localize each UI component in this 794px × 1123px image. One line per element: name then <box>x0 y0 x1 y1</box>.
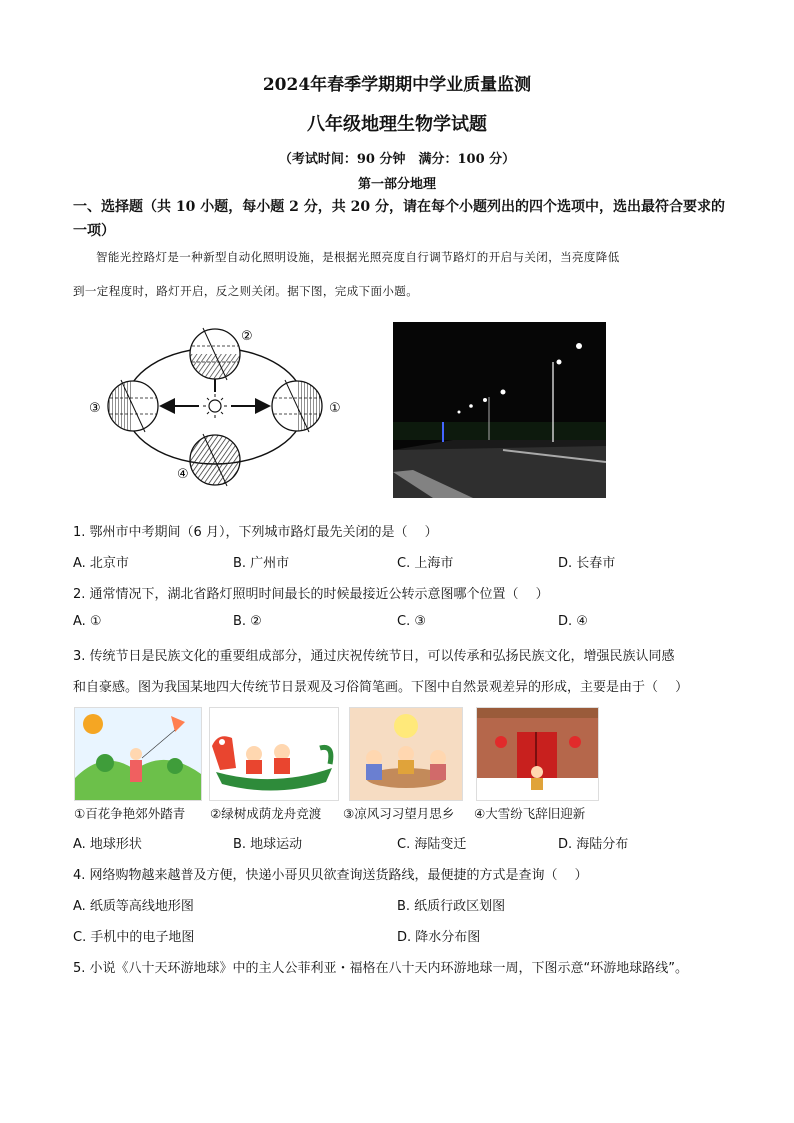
caption-2: ②绿树成荫龙舟竞渡 <box>210 806 322 821</box>
question-1: 1. 鄂州市中考期间（6 月），下列城市路灯最先关闭的是（ ） <box>73 525 438 540</box>
q4-option-b[interactable]: B. 纸质行政区划图 <box>397 899 506 914</box>
exam-info: （考试时间：90 分钟 满分：100 分） <box>278 152 516 167</box>
question-3-line-1: 3. 传统节日是民族文化的重要组成部分，通过庆祝传统节日，可以传承和弘扬民族文化，增强民族认同感 <box>73 649 675 664</box>
q2-option-b[interactable]: B. ② <box>233 614 262 629</box>
label-3: ③ <box>89 401 101 416</box>
q1-option-a[interactable]: A. 北京市 <box>73 556 129 571</box>
caption-3: ③凉风习习望月思乡 <box>343 806 455 821</box>
sun-icon <box>203 394 227 418</box>
part-heading: 第一部分地理 <box>357 177 436 192</box>
question-3-line-2: 和自豪感。图为我国某地四大传统节日景观及习俗简笔画。下图中自然景观差异的形成，主要是由于（ ） <box>73 680 689 695</box>
dragon-boat-image <box>209 707 339 801</box>
label-1: ① <box>329 401 341 416</box>
spring-festival-image <box>74 707 202 801</box>
earth-position-2 <box>190 328 240 380</box>
exam-title: 2024年春季学期期中学业质量监测 <box>262 75 532 95</box>
q1-option-b[interactable]: B. 广州市 <box>233 556 290 571</box>
earth-position-4 <box>190 434 240 486</box>
label-4: ④ <box>177 467 189 482</box>
q3-option-b[interactable]: B. 地球运动 <box>233 837 303 852</box>
q2-option-c[interactable]: C. ③ <box>397 614 426 629</box>
orbit-diagram <box>85 318 345 496</box>
caption-1: ①百花争艳郊外踏青 <box>74 806 186 821</box>
q1-option-d[interactable]: D. 长春市 <box>558 556 616 571</box>
mid-autumn-image <box>349 707 463 801</box>
q4-option-d[interactable]: D. 降水分布图 <box>397 930 481 945</box>
section-heading: 一、选择题（共 10 小题，每小题 2 分，共 20 分，请在每个小题列出的四个选项中，选出最符合要求的一项） <box>73 199 725 239</box>
q3-option-d[interactable]: D. 海陆分布 <box>558 837 629 852</box>
earth-position-3 <box>108 380 158 432</box>
q2-option-d[interactable]: D. ④ <box>558 614 588 629</box>
q3-option-c[interactable]: C. 海陆变迁 <box>397 837 467 852</box>
q2-option-a[interactable]: A. ① <box>73 614 102 629</box>
intro-line-2: 到一定程度时，路灯开启，反之则关闭。据下图，完成下面小题。 <box>73 284 419 298</box>
q4-option-c[interactable]: C. 手机中的电子地图 <box>73 930 195 945</box>
q3-option-a[interactable]: A. 地球形状 <box>73 837 142 852</box>
question-5: 5. 小说《八十天环游地球》中的主人公菲利亚・福格在八十天内环游地球一周，下图示意“环游地球路线”。 <box>73 961 689 976</box>
label-2: ② <box>241 329 253 344</box>
earth-position-1 <box>272 380 322 432</box>
q4-option-a[interactable]: A. 纸质等高线地形图 <box>73 899 194 914</box>
caption-4: ④大雪纷飞辞旧迎新 <box>474 806 586 821</box>
intro-line-1: 智能光控路灯是一种新型自动化照明设施，是根据光照亮度自行调节路灯的开启与关闭，当亮度降低 <box>96 250 620 264</box>
exam-subtitle: 八年级地理生物学试题 <box>307 114 487 135</box>
question-4: 4. 网络购物越来越普及方便，快递小哥贝贝欲查询送货路线，最便捷的方式是查询（ ） <box>73 868 588 883</box>
streetlight-photo <box>393 322 606 498</box>
spring-festival-snow-image <box>476 707 599 801</box>
q1-option-c[interactable]: C. 上海市 <box>397 556 454 571</box>
question-2: 2. 通常情况下，湖北省路灯照明时间最长的时候最接近公转示意图哪个位置（ ） <box>73 587 549 602</box>
